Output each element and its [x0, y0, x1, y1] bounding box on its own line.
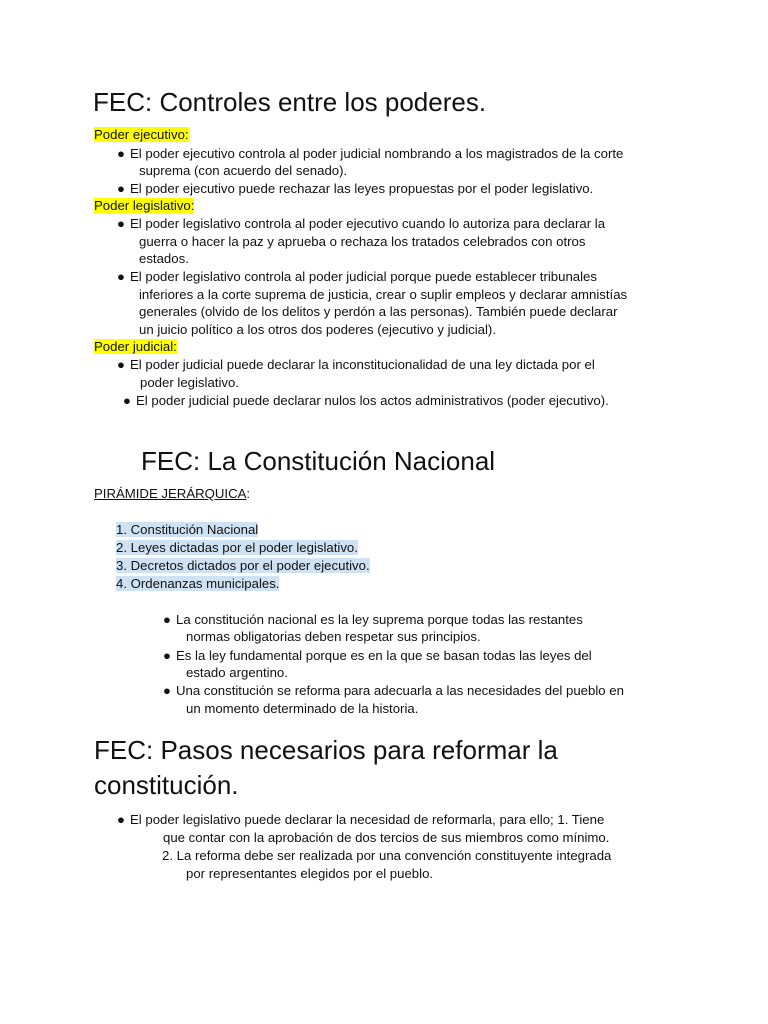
list-item-continuation: suprema (con acuerdo del senado).: [139, 163, 348, 178]
bullet-icon: ●: [117, 181, 125, 196]
list-item-continuation: un momento determinado de la historia.: [186, 701, 419, 716]
pyramid-item: 2. Leyes dictadas por el poder legislativo.: [116, 540, 358, 555]
list-item-continuation: poder legislativo.: [140, 375, 239, 390]
list-item: ● Una constitución se reforma para adecuarla a las necesidades del pueblo en: [163, 683, 624, 698]
bullet-icon: ●: [163, 683, 171, 698]
list-item-continuation: por representantes elegidos por el pueblo.: [186, 866, 434, 881]
label-poder-legislativo: [94, 197, 194, 214]
list-item-continuation: inferiores a la corte suprema de justicia, crear o suplir empleos y declarar amnistías: [139, 287, 628, 302]
list-item-continuation: estado argentino.: [186, 665, 288, 680]
section-title-constitucion: FEC: La Constitución Nacional: [141, 446, 496, 476]
list-item: ● El poder judicial puede declarar la inconstitucionalidad de una ley dictada por el: [117, 357, 595, 372]
list-item-continuation: que contar con la aprobación de dos tercios de sus miembros como mínimo.: [163, 830, 610, 845]
list-item: ● El poder ejecutivo puede rechazar las leyes propuestas por el poder legislativo.: [117, 181, 594, 196]
pyramid-item: 4. Ordenanzas municipales.: [116, 576, 280, 591]
list-item-continuation: 2. La reforma debe ser realizada por una convención constituyente integrada: [162, 848, 612, 863]
bullet-icon: ●: [123, 393, 131, 408]
pyramid-heading: PIRÁMIDE JERÁRQUICA:: [94, 486, 251, 501]
list-item-continuation: generales (olvido de los delitos y perdón a las personas). También puede declarar: [139, 304, 618, 319]
bullet-icon: ●: [117, 216, 125, 231]
list-item-continuation: un juicio político a los otros dos poderes (ejecutivo y judicial).: [139, 322, 496, 337]
list-item-continuation: estados.: [139, 251, 189, 266]
bullet-icon: ●: [117, 269, 125, 284]
label-highlight: Poder legislativo:: [94, 198, 195, 213]
list-item-continuation: guerra o hacer la paz y aprueba o rechaza los tratados celebrados con otros: [139, 234, 586, 249]
bullet-icon: ●: [117, 812, 125, 827]
pyramid-label: PIRÁMIDE JERÁRQUICA: [94, 486, 247, 501]
section-title-controles: FEC: Controles entre los poderes.: [93, 87, 487, 117]
pyramid-item: 1. Constitución Nacional: [116, 522, 259, 537]
list-item: ● El poder legislativo puede declarar la necesidad de reformarla, para ello; 1. Tiene: [117, 812, 605, 827]
list-item: ● El poder ejecutivo controla al poder judicial nombrando a los magistrados de la corte: [117, 146, 624, 161]
pyramid-item: 3. Decretos dictados por el poder ejecutivo.: [116, 558, 370, 573]
bullet-icon: ●: [117, 146, 125, 161]
label-highlight: Poder judicial:: [94, 339, 177, 354]
list-item: ● El poder legislativo controla al poder ejecutivo cuando lo autoriza para declarar la: [117, 216, 606, 231]
label-highlight: Poder ejecutivo:: [94, 127, 189, 142]
label-poder-judicial: [94, 338, 177, 355]
bullet-icon: ●: [163, 612, 171, 627]
list-item: ● Es la ley fundamental porque es en la que se basan todas las leyes del: [163, 648, 592, 663]
list-item: ● El poder judicial puede declarar nulos los actos administrativos (poder ejecutivo).: [123, 393, 609, 408]
bullet-icon: ●: [117, 357, 125, 372]
bullet-icon: ●: [163, 648, 171, 663]
list-item-continuation: normas obligatorias deben respetar sus principios.: [186, 629, 481, 644]
list-item: ● La constitución nacional es la ley suprema porque todas las restantes: [163, 612, 583, 627]
section-title-reforma-line1: FEC: Pasos necesarios para reformar la: [94, 735, 558, 765]
label-poder-ejecutivo: [94, 126, 189, 143]
list-item: ● El poder legislativo controla al poder judicial porque puede establecer tribunales: [117, 269, 597, 284]
section-title-reforma-line2: constitución.: [94, 770, 239, 800]
